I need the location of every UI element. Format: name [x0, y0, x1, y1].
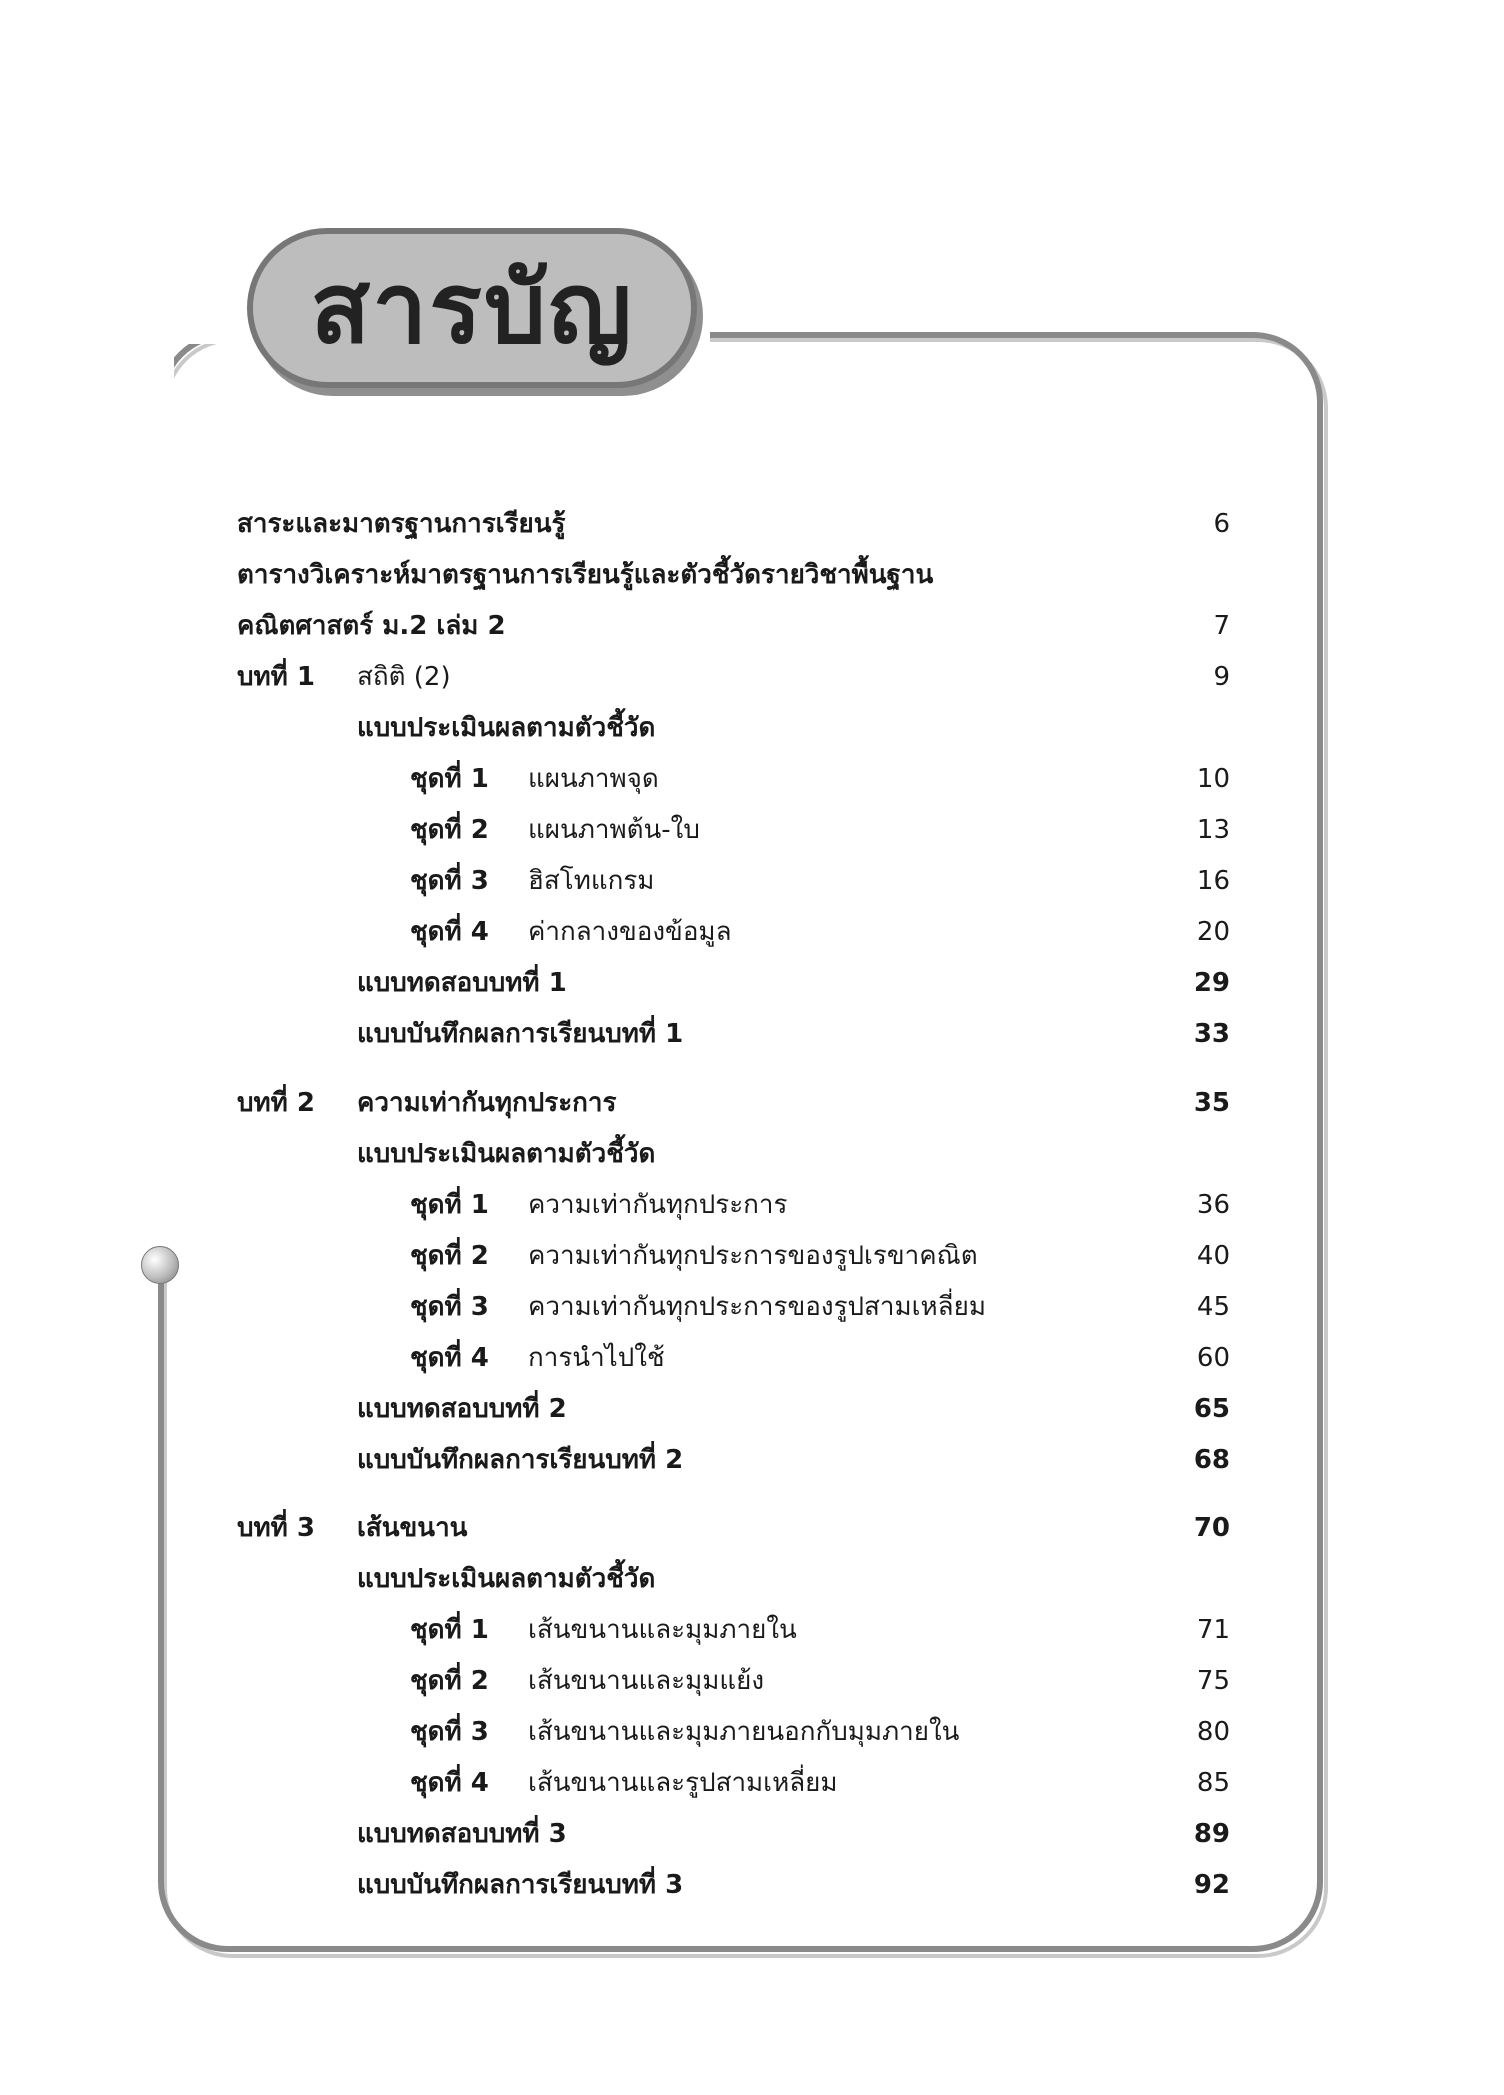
toc-page-number: 36	[1196, 1190, 1230, 1220]
toc-entry-text: ความเท่ากันทุกประการของรูปสามเหลี่ยม	[528, 1292, 986, 1322]
toc-page-number: 65	[1193, 1394, 1230, 1424]
toc-row	[0, 652, 1504, 702]
toc-row	[0, 1503, 1504, 1553]
toc-entry-text: แบบทดสอบบทที่ 1	[357, 968, 567, 998]
toc-page-number: 70	[1193, 1513, 1230, 1543]
toc-row	[0, 550, 1504, 600]
toc-row	[0, 1809, 1504, 1859]
toc-entry-text: แบบบันทึกผลการเรียนบทที่ 1	[357, 1019, 684, 1049]
set-label: ชุดที่ 3	[410, 1292, 489, 1322]
toc-page-number: 75	[1196, 1666, 1230, 1696]
toc-row	[0, 1282, 1504, 1332]
toc-entry-text: แบบประเมินผลตามตัวชี้วัด	[357, 1564, 656, 1594]
toc-entry-text: คณิตศาสตร์ ม.2 เล่ม 2	[237, 611, 506, 641]
set-label: ชุดที่ 3	[410, 1717, 489, 1747]
toc-entry-text: ความเท่ากันทุกประการ	[528, 1190, 788, 1220]
toc-row	[0, 1554, 1504, 1604]
toc-page-number: 20	[1196, 917, 1230, 947]
toc-row	[0, 1180, 1504, 1230]
toc-page-number: 16	[1196, 866, 1230, 896]
toc-page-number: 9	[1213, 662, 1230, 692]
toc-row	[0, 1860, 1504, 1910]
toc-page-number: 45	[1196, 1292, 1230, 1322]
toc-page-number: 60	[1196, 1343, 1230, 1373]
toc-page-number: 6	[1213, 509, 1230, 539]
toc-row	[0, 1009, 1504, 1059]
toc-entry-text: ความเท่ากันทุกประการ	[357, 1088, 617, 1118]
toc-entry-text: แบบทดสอบบทที่ 2	[357, 1394, 567, 1424]
page-title: สารบัญ	[310, 252, 634, 366]
toc-row	[0, 1758, 1504, 1808]
set-label: ชุดที่ 2	[410, 1241, 489, 1271]
set-label: ชุดที่ 1	[410, 1615, 489, 1645]
toc-row	[0, 499, 1504, 549]
toc-row	[0, 1333, 1504, 1383]
chapter-label: บทที่ 2	[237, 1088, 315, 1118]
chapter-label: บทที่ 1	[237, 662, 315, 692]
toc-page-number: 92	[1193, 1870, 1230, 1900]
toc-row	[0, 907, 1504, 957]
toc-page-number: 89	[1193, 1819, 1230, 1849]
toc-entry-text: สาระและมาตรฐานการเรียนรู้	[237, 509, 566, 539]
toc-row	[0, 601, 1504, 651]
toc-row	[0, 856, 1504, 906]
toc-entry-text: ความเท่ากันทุกประการของรูปเรขาคณิต	[528, 1241, 978, 1271]
toc-row	[0, 1078, 1504, 1128]
set-label: ชุดที่ 2	[410, 815, 489, 845]
toc-row	[0, 703, 1504, 753]
toc-page-number: 33	[1193, 1019, 1230, 1049]
toc-row	[0, 1605, 1504, 1655]
toc-entry-text: แบบบันทึกผลการเรียนบทที่ 2	[357, 1445, 684, 1475]
toc-entry-text: เส้นขนาน	[357, 1513, 468, 1543]
toc-row	[0, 1129, 1504, 1179]
toc-row	[0, 958, 1504, 1008]
toc-page-number: 40	[1196, 1241, 1230, 1271]
toc-entry-text: สถิติ (2)	[357, 662, 451, 692]
toc-page-number: 7	[1213, 611, 1230, 641]
toc-row	[0, 805, 1504, 855]
toc-entry-text: การนำไปใช้	[528, 1343, 665, 1373]
toc-row	[0, 1384, 1504, 1434]
toc-page-number: 13	[1196, 815, 1230, 845]
toc-entry-text: แบบบันทึกผลการเรียนบทที่ 3	[357, 1870, 684, 1900]
toc-entry-text: แบบทดสอบบทที่ 3	[357, 1819, 567, 1849]
toc-entry-text: เส้นขนานและรูปสามเหลี่ยม	[528, 1768, 838, 1798]
toc-row	[0, 1707, 1504, 1757]
set-label: ชุดที่ 1	[410, 764, 489, 794]
toc-entry-text: เส้นขนานและมุมแย้ง	[528, 1666, 765, 1696]
toc-page-number: 71	[1196, 1615, 1230, 1645]
toc-page-number: 85	[1196, 1768, 1230, 1798]
toc-page-number: 29	[1193, 968, 1230, 998]
toc-entry-text: แผนภาพต้น-ใบ	[528, 815, 700, 845]
toc-page-number: 10	[1196, 764, 1230, 794]
set-label: ชุดที่ 4	[410, 1768, 489, 1798]
set-label: ชุดที่ 4	[410, 1343, 489, 1373]
chapter-label: บทที่ 3	[237, 1513, 315, 1543]
toc-entry-text: ตารางวิเคราะห์มาตรฐานการเรียนรู้และตัวชี้วัดรายวิชาพื้นฐาน	[237, 560, 934, 590]
toc-page-number: 68	[1193, 1445, 1230, 1475]
toc-entry-text: ฮิสโทแกรม	[528, 866, 655, 896]
toc-row	[0, 1656, 1504, 1706]
toc-entry-text: เส้นขนานและมุมภายใน	[528, 1615, 797, 1645]
set-label: ชุดที่ 2	[410, 1666, 489, 1696]
toc-entry-text: แบบประเมินผลตามตัวชี้วัด	[357, 713, 656, 743]
toc-entry-text: แผนภาพจุด	[528, 764, 659, 794]
set-label: ชุดที่ 4	[410, 917, 489, 947]
set-label: ชุดที่ 3	[410, 866, 489, 896]
toc-row	[0, 754, 1504, 804]
toc-entry-text: แบบประเมินผลตามตัวชี้วัด	[357, 1139, 656, 1169]
set-label: ชุดที่ 1	[410, 1190, 489, 1220]
toc-page-number: 80	[1196, 1717, 1230, 1747]
toc-row	[0, 1435, 1504, 1485]
toc-entry-text: เส้นขนานและมุมภายนอกกับมุมภายใน	[528, 1717, 960, 1747]
toc-page-number: 35	[1193, 1088, 1230, 1118]
toc-entry-text: ค่ากลางของข้อมูล	[528, 917, 732, 947]
toc-row	[0, 1231, 1504, 1281]
